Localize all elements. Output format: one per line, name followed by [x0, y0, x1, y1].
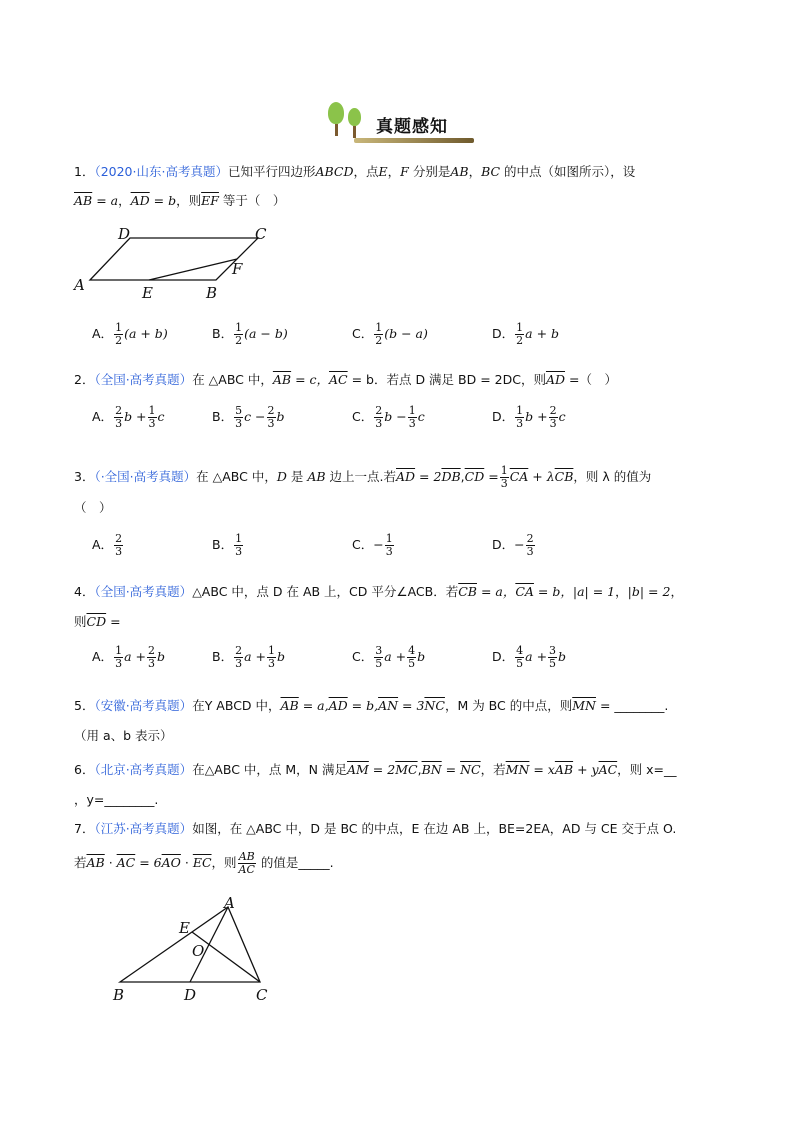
q2-source: （全国·高考真题） [94, 372, 193, 387]
q2-option-b: B． $\frac{5}{3}$ c − $\frac{2}{3}$ b [212, 404, 285, 430]
q4-option-b: B． $\frac{2}{3}$ a + $\frac{1}{3}$ b [212, 644, 285, 670]
title-underline [354, 138, 474, 143]
q3-line2: （ ） [74, 500, 112, 515]
label-B: B [206, 284, 218, 302]
q5-source: （安徽·高考真题） [94, 698, 193, 713]
label-B: B [113, 986, 125, 1004]
q4-line2: 则$\overline{CD}$ = [74, 614, 121, 629]
q3-option-c: C．− $\frac{1}{3}$ [352, 532, 393, 558]
q4-option-d: D． $\frac{4}{5}$ a + $\frac{3}{5}$ b [492, 644, 567, 670]
q1-line2: $\overline{AB} = a$，$\overline{AD} = b$，则$\overline{EF}$ 等于（ ） [74, 193, 286, 208]
q5-line1: 5．（安徽·高考真题）在Y ABCD 中，$\overline{AB} = a,\overline{AD} = b,\overline{AN} = 3\overline{NC}$，M 为 BC 的中点，则$\overline{MN}$ = ________. [74, 698, 669, 713]
q6-line2: ，y=________. [74, 792, 159, 807]
q1-source: （2020·山东·高考真题） [94, 164, 228, 179]
label-E: E [142, 284, 153, 302]
section-title: 真题感知 [376, 117, 448, 137]
q3-option-a: A． $\frac{2}{3}$ [92, 532, 123, 558]
q4-option-a: A． $\frac{1}{3}$ a + $\frac{2}{3}$ b [92, 644, 165, 670]
q4-option-c: C． $\frac{3}{5}$ a + $\frac{4}{5}$ b [352, 644, 426, 670]
q7-line1: 7．（江苏·高考真题）如图，在 △ABC 中，D 是 BC 的中点，E 在边 AB 上，BE=2EA，AD 与 CE 交于点 O. [74, 821, 677, 836]
q7-line2: 若$\overline{AB} \cdot \overline{AC} = 6\overline{AO} \cdot \overline{EC}$，则 $\frac{AB}{AC}$ 的值是_____. [74, 850, 334, 876]
label-A: A [74, 276, 85, 294]
label-D: D [118, 225, 131, 243]
label-D: D [184, 986, 197, 1004]
q1-option-b: B． $\frac{1}{2}$ (a − b) [212, 321, 288, 347]
q2-option-a: A． $\frac{2}{3}$ b + $\frac{1}{3}$ c [92, 404, 165, 430]
tree-icon [348, 108, 361, 138]
q2-option-c: C． $\frac{2}{3}$ b − $\frac{1}{3}$ c [352, 404, 425, 430]
section-header [324, 100, 474, 144]
q1-parallelogram-figure [70, 222, 290, 302]
label-F: F [232, 260, 243, 278]
q1-option-c: C． $\frac{1}{2}$ (b − a) [352, 321, 428, 347]
q1-line1: 1．（2020·山东·高考真题）已知平行四边形ABCD，点E，F 分别是AB，BC 的中点（如图所示），设 [74, 164, 636, 179]
label-C: C [256, 986, 268, 1004]
label-A: A [224, 895, 235, 912]
q6-source: （北京·高考真题） [94, 762, 193, 777]
q5-line2: （用 a、b 表示） [74, 728, 173, 743]
tree-icon [328, 102, 344, 136]
q4-source: （全国·高考真题） [94, 584, 193, 599]
q3-line1: 3．（·全国·高考真题）在 △ABC 中，D 是 AB 边上一点.若$\overline{AD} = 2\overline{DB},\overline{CD}$ = $\frac{1}{3}$ $\overline{CA} + \lambda\overline{CB}$，则 λ 的值为 [74, 464, 652, 490]
q3-source: （·全国·高考真题） [94, 469, 197, 484]
q7-triangle-figure [108, 895, 288, 1005]
q3-option-d: D．− $\frac{2}{3}$ [492, 532, 534, 558]
label-C: C [255, 225, 267, 243]
q7-source: （江苏·高考真题） [94, 821, 193, 836]
q2-option-d: D． $\frac{1}{3}$ b + $\frac{2}{3}$ c [492, 404, 566, 430]
q6-line1: 6．（北京·高考真题）在△ABC 中，点 M，N 满足$\overline{AM} = 2\overline{MC},\overline{BN} = \overline{NC}$，若$\overline{MN} = x\overline{AB} + y\overline{AC}$，则 x=__ [74, 762, 677, 777]
q3-option-b: B． $\frac{1}{3}$ [212, 532, 243, 558]
q4-line1: 4．（全国·高考真题）△ABC 中，点 D 在 AB 上，CD 平分∠ACB．若$\overline{CB} = a$，$\overline{CA} = b$，|a| = 1，|b| = 2， [74, 584, 683, 599]
label-O: O [192, 942, 205, 960]
label-E: E [179, 919, 190, 937]
q1-option-d: D． $\frac{1}{2}$ a + b [492, 321, 560, 347]
q2-line1: 2．（全国·高考真题）在 △ABC 中，$\overline{AB} = c$，$\overline{AC} = b$．若点 D 满足 BD = 2DC，则$\overline{AD}$ =（ ） [74, 372, 617, 387]
q1-option-a: A． $\frac{1}{2}$ (a + b) [92, 321, 168, 347]
